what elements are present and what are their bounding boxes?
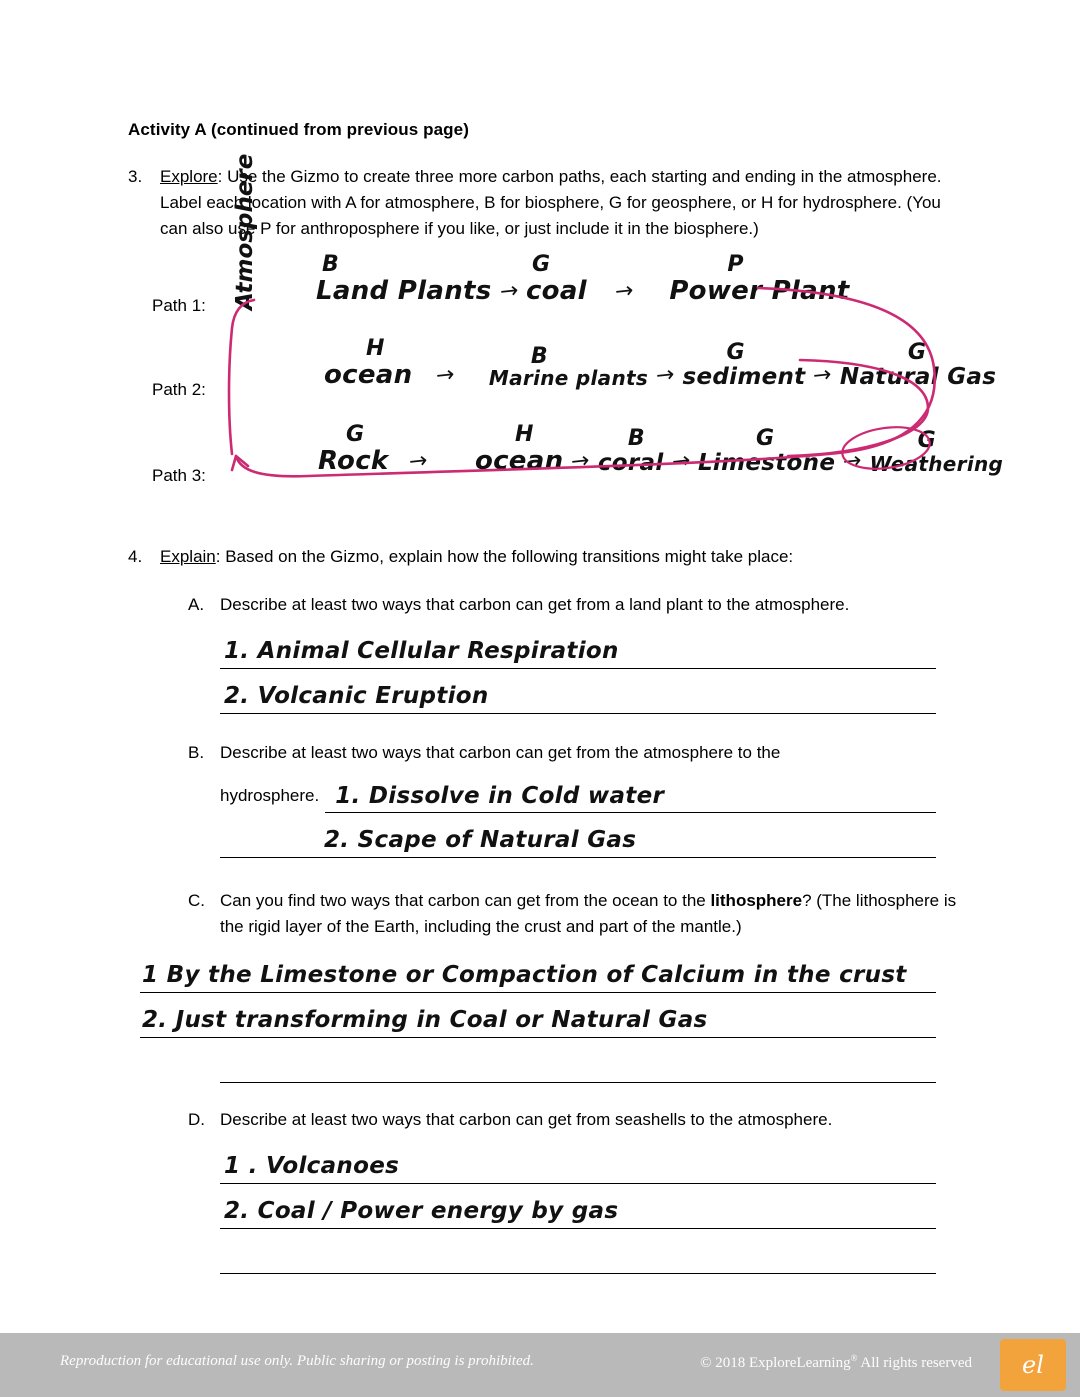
path-2-arrow-2: → bbox=[654, 362, 676, 389]
sub-c-answer-line-3[interactable] bbox=[220, 1038, 936, 1083]
sub-b-letter: B. bbox=[188, 743, 205, 762]
sub-c-prompt-pre: Can you find two ways that carbon can get from the ocean to the bbox=[220, 891, 711, 910]
sub-a-answer-1: 1. Animal Cellular Respiration bbox=[224, 638, 619, 664]
footer-rights-text: All rights reserved bbox=[857, 1355, 972, 1371]
sub-a-prompt: Describe at least two ways that carbon can get from a land plant to the atmosphere. bbox=[220, 595, 850, 614]
path-3-arrow-2: → bbox=[570, 448, 592, 475]
path-2-node-4 bbox=[839, 340, 997, 390]
footer-notice: Reproduction for educational use only. Public sharing or posting is prohibited. bbox=[60, 1353, 534, 1369]
sub-b-answer-line-2[interactable] bbox=[220, 813, 936, 858]
question-4-number: 4. bbox=[128, 547, 143, 566]
path-3-node-1 bbox=[318, 422, 389, 476]
sub-d-answer-line-1[interactable] bbox=[220, 1139, 936, 1184]
sub-b-inline-row bbox=[220, 770, 968, 813]
sub-c-answer-2: 2. Just transforming in Coal or Natural Gas bbox=[142, 1007, 708, 1033]
path-1-tag-2: G bbox=[531, 252, 551, 277]
path-3-text-5: Weathering bbox=[869, 452, 1004, 476]
path-2-arrow-1: → bbox=[435, 362, 457, 389]
path-3-arrow-1: → bbox=[407, 448, 429, 475]
path-3-tag-3: B bbox=[627, 426, 645, 451]
path-3-text-2: ocean bbox=[474, 446, 564, 476]
sub-d-answer-line-3[interactable] bbox=[220, 1229, 936, 1274]
question-3-number: 3. bbox=[128, 167, 143, 186]
question-3-keyword: Explore bbox=[160, 167, 218, 186]
path-2-text-1: ocean bbox=[324, 360, 413, 390]
path-3-tag-1: G bbox=[346, 422, 365, 447]
question-4-body bbox=[160, 544, 968, 570]
sub-a-answer-line-1[interactable] bbox=[220, 624, 936, 669]
path-3-tag-5: G bbox=[917, 428, 936, 453]
path-1-label: Path 1: bbox=[152, 296, 206, 315]
path-1-text-1: Land Plants bbox=[316, 276, 492, 306]
path-3-node-4 bbox=[697, 426, 836, 476]
sub-a-letter: A. bbox=[188, 595, 205, 614]
sub-d-prompt: Describe at least two ways that carbon can get from seashells to the atmosphere. bbox=[220, 1110, 833, 1129]
path-2-arrow-3: → bbox=[812, 362, 834, 389]
sub-c-prompt-keyword: lithosphere bbox=[710, 891, 803, 910]
sub-a-answer-line-2[interactable] bbox=[220, 669, 936, 714]
path-3-text-1: Rock bbox=[318, 446, 389, 476]
page-title: Activity A (continued from previous page) bbox=[128, 120, 469, 139]
sub-question-b bbox=[188, 740, 968, 766]
logo-text: el bbox=[1022, 1351, 1044, 1379]
path-3-text-4: Limestone bbox=[697, 450, 836, 476]
path-1-text-2: coal bbox=[525, 276, 587, 306]
sub-c-answer-line-2[interactable] bbox=[140, 993, 936, 1038]
sub-a-answer-2: 2. Volcanic Eruption bbox=[224, 683, 489, 709]
page-footer bbox=[0, 1333, 1080, 1397]
path-2-node-2 bbox=[488, 344, 649, 390]
path-1-arrow-1: → bbox=[498, 278, 520, 305]
sub-b-prompt: Describe at least two ways that carbon can get from the atmosphere to the bbox=[220, 743, 781, 762]
sub-c-prompt-post: ? (The lithosphere is the rigid layer of the Earth, including the crust and part of the mantle.) bbox=[220, 891, 957, 936]
question-4-text: : Based on the Gizmo, explain how the following transitions might take place: bbox=[215, 547, 794, 566]
sub-c-prompt bbox=[220, 888, 968, 940]
path-3-arrow-4: → bbox=[841, 448, 863, 475]
atmosphere-annotation: Atmosphere bbox=[232, 153, 258, 310]
path-1-arrow-2: → bbox=[613, 278, 635, 305]
path-2-node-3 bbox=[682, 340, 806, 390]
sub-question-c bbox=[188, 888, 968, 940]
sub-d-answer-1: 1 . Volcanoes bbox=[224, 1153, 400, 1179]
path-3-label: Path 3: bbox=[152, 466, 206, 485]
path-2-tag-1: H bbox=[366, 336, 385, 361]
path-2-text-2: Marine plants bbox=[488, 366, 649, 390]
sub-b-prompt-continued: hydrosphere. bbox=[220, 786, 320, 805]
path-2-chain bbox=[324, 336, 1002, 390]
sub-question-a bbox=[188, 592, 968, 618]
question-3-body bbox=[160, 164, 968, 242]
page-content bbox=[128, 120, 1004, 1274]
path-3-text-3: coral bbox=[597, 450, 664, 476]
path-3-node-2 bbox=[474, 422, 564, 476]
path-2-text-3: sediment bbox=[682, 364, 806, 390]
registered-mark: ® bbox=[850, 1353, 858, 1363]
path-3-node-3 bbox=[597, 426, 664, 476]
sub-b-answer-1: 1. Dissolve in Cold water bbox=[335, 783, 665, 809]
sub-question-d bbox=[188, 1107, 968, 1133]
path-3-node-5 bbox=[869, 428, 1004, 476]
path-3-chain bbox=[318, 422, 1009, 476]
path-2-tag-4: G bbox=[907, 340, 926, 365]
path-2-tag-3: G bbox=[726, 340, 745, 365]
path-2-tag-2: B bbox=[530, 344, 548, 369]
sub-b-answer-line-1[interactable] bbox=[325, 770, 936, 813]
path-1-node-3 bbox=[669, 252, 850, 306]
explorelearning-logo bbox=[1000, 1339, 1066, 1391]
sub-c-answer-1: 1 By the Limestone or Compaction of Calcium in the crust bbox=[142, 962, 907, 988]
path-3-tag-4: G bbox=[755, 426, 775, 451]
sub-d-letter: D. bbox=[188, 1110, 205, 1129]
question-4-keyword: Explain bbox=[160, 547, 216, 566]
path-3-arrow-3: → bbox=[670, 448, 692, 475]
path-1-node-1 bbox=[316, 252, 492, 306]
path-1-tag-3: P bbox=[727, 252, 744, 277]
sub-b-answer-2: 2. Scape of Natural Gas bbox=[324, 827, 637, 853]
path-2-node-1 bbox=[324, 336, 413, 390]
path-2-text-4: Natural Gas bbox=[839, 364, 997, 390]
sub-c-letter: C. bbox=[188, 891, 205, 910]
path-3-tag-2: H bbox=[514, 422, 534, 447]
path-1-chain bbox=[316, 252, 856, 306]
question-3-text: : Use the Gizmo to create three more carbon paths, each starting and ending in the atmosphere. Label each location with A for atmosphere, B for biosphere, G for geosphere, or H for hydrosphere. (You can also use P for anthroposphere if you like, or just include it in the biosphere.) bbox=[160, 167, 942, 238]
footer-copyright bbox=[700, 1353, 972, 1372]
sub-d-answer-2: 2. Coal / Power energy by gas bbox=[224, 1198, 619, 1224]
path-1-node-2 bbox=[525, 252, 587, 306]
sub-d-answer-line-2[interactable] bbox=[220, 1184, 936, 1229]
path-1-text-3: Power Plant bbox=[669, 276, 850, 306]
path-2-label: Path 2: bbox=[152, 380, 206, 399]
footer-copyright-text: © 2018 ExploreLearning bbox=[700, 1355, 851, 1371]
question-4 bbox=[128, 544, 968, 570]
path-1-tag-1: B bbox=[322, 252, 339, 277]
sub-c-answer-line-1[interactable] bbox=[140, 948, 936, 993]
